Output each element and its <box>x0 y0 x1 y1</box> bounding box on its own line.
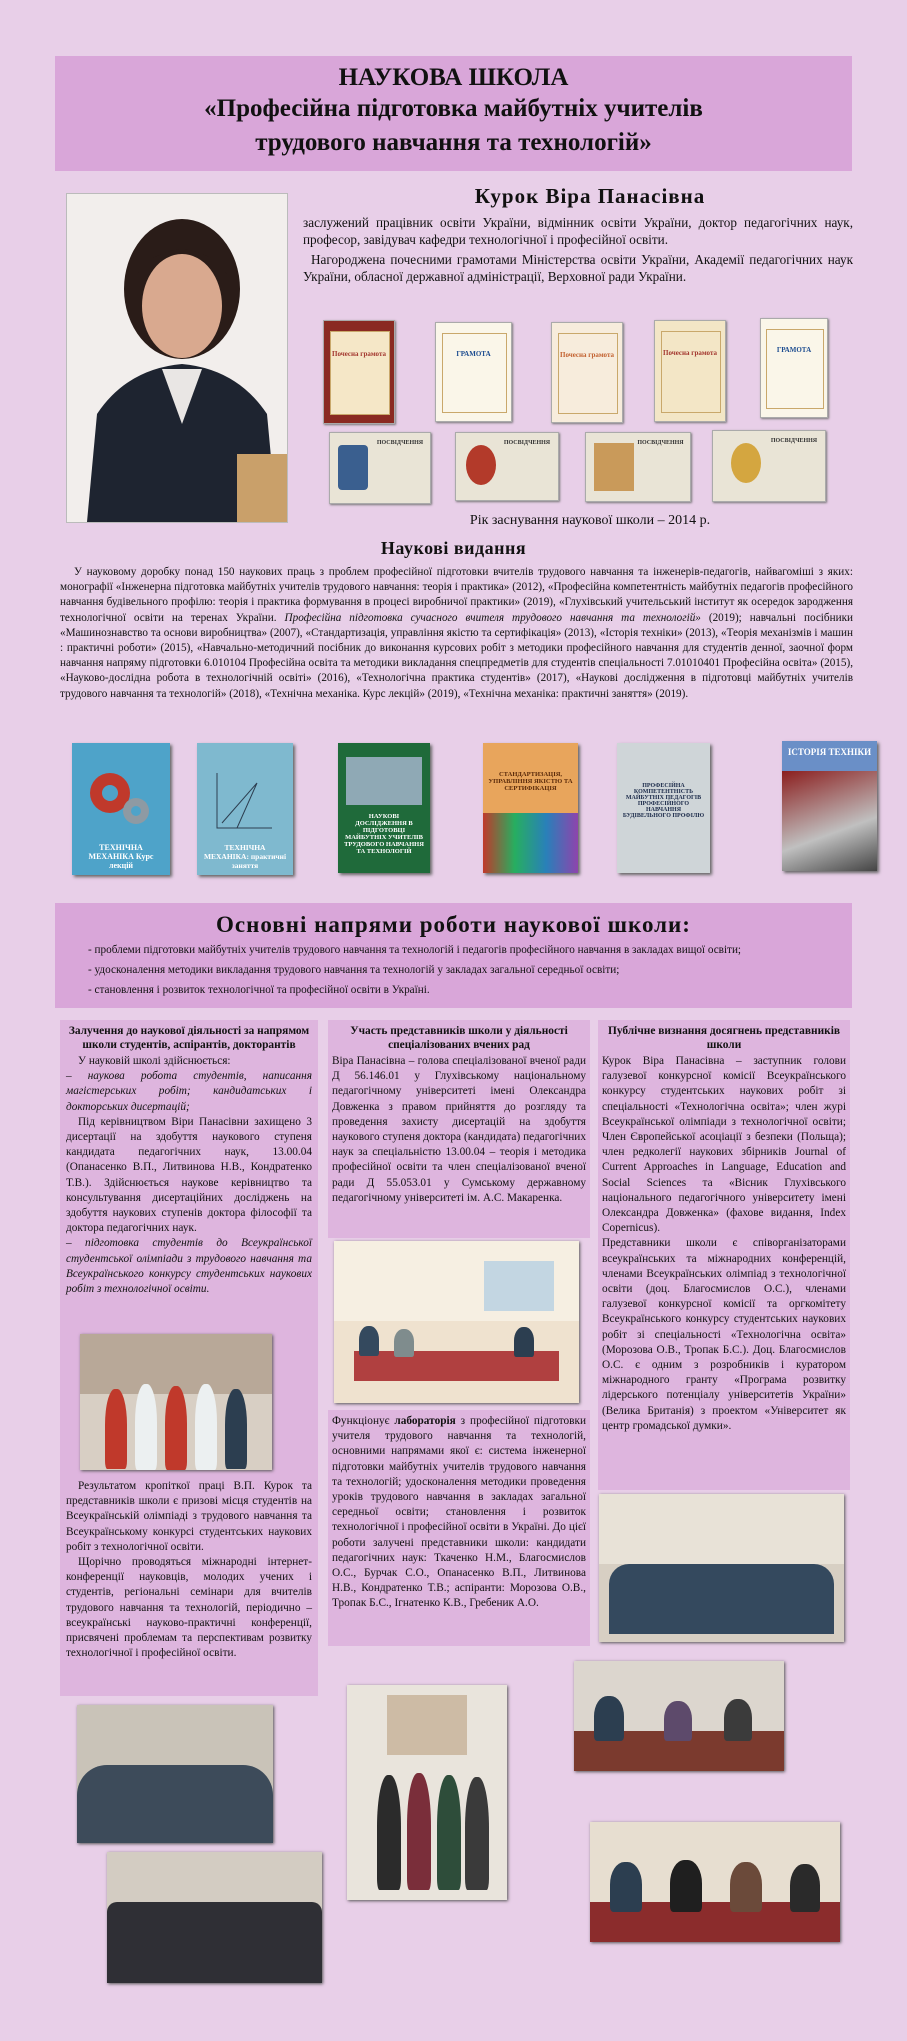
laboratory-keyword: лабораторія <box>394 1415 456 1427</box>
students-photo <box>80 1334 272 1470</box>
person-name: Курок Віра Панасівна <box>474 184 706 208</box>
award-certificate <box>323 320 395 424</box>
medal-icon <box>338 445 368 490</box>
bio-paragraph-1: заслужений працівник освіти України, відмінник освіти України, доктор педагогічних наук, професор, завідувач кафедри технологічної і професійної освіти. <box>303 215 853 247</box>
paragraph <box>328 1410 590 1616</box>
book-title: ІСТОРІЯ ТЕХНІКИ <box>787 747 872 757</box>
public-recognition-section <box>598 1020 850 1490</box>
wall-picture <box>387 1695 467 1755</box>
group-photo <box>599 1494 844 1642</box>
book-cover-image <box>782 771 877 871</box>
conference-photo <box>334 1241 579 1403</box>
award-label: ГРАМОТА <box>456 350 491 359</box>
medal-icon <box>731 443 761 483</box>
certificate-document <box>455 432 559 501</box>
title-line-3: трудового навчання та технологій» <box>255 129 652 156</box>
title-line-2: «Професійна підготовка майбутніх учителів <box>204 95 703 122</box>
book-cover <box>72 743 170 875</box>
book-title: ТЕХНІЧНА МЕХАНІКА Курс лекцій <box>88 843 154 870</box>
public-recognition-title: Публічне визнання досягнень представників школи <box>607 1025 841 1051</box>
book-cover <box>483 743 578 873</box>
biography <box>303 214 853 285</box>
certificate-document <box>329 432 431 504</box>
presidium-photo <box>590 1822 840 1942</box>
projection-screen <box>484 1261 554 1311</box>
exhibition-photo <box>347 1685 507 1900</box>
certificate-label: ПОСВІДЧЕННЯ <box>503 439 551 446</box>
certificate-document <box>712 430 826 502</box>
book-cover <box>338 743 430 873</box>
book-title: СТАНДАРТИЗАЦІЯ, УПРАВЛІННЯ ЯКІСТЮ ТА СЕРТИФІКАЦІЯ <box>488 771 573 792</box>
paragraph: Під керівництвом Віри Панасівни захищено 3 дисертації на здобуття наукового ступеня кандидата педагогічних наук, 13.00.04 (Опанасенко В.П., Литвинова Н.В., Кондратенко Т.В.). Здійснюється наукове керівництво та консультування дисертаційних досліджень на здобуття наукових ступенів доктора філософії та доктора педагогічних наук. <box>66 1115 312 1235</box>
directions-title: Основні напрями роботи наукової школи: <box>216 912 691 937</box>
award-certificate <box>654 320 726 422</box>
portrait-photo <box>66 193 288 523</box>
publications-text-part-1: У науковому доробку понад 150 наукових праць з проблем професійної підготовки вчителів трудового навчання та інженерів-педагогів, найвагоміші з яких: монографії «Інженерна підготовка майбутніх учителів трудового навчання: теорія і практика» (2012), «Професійна компетентність майбутніх педагогів професійного навчання будівельного профілю: теорія і практика формування в процесі виробничої практики» (2019), «Глухівський учительський інститут як осередок зародження технологічної освіти на теренах України. <box>60 566 853 624</box>
medal-icon <box>466 445 496 485</box>
laboratory-text-part-1: Функціонує <box>332 1415 395 1427</box>
title-banner <box>55 56 852 171</box>
award-label: ГРАМОТА <box>776 346 812 355</box>
paragraph: – наукова робота студентів, написання магістерських робіт; кандидатських і докторських дисертацій; <box>66 1070 312 1113</box>
award-label: Почесна грамота <box>663 349 717 357</box>
paragraph: Щорічно проводяться міжнародні інтернет-конференції науковців, молодих учених і студентів, регіональні семінари для вчителів трудового навчання та технологій, періодично – всеукраїнські науково-практичні конференції, присвячені проблемам та перспективам розвитку технологічної і професійної освіти. <box>66 1556 312 1660</box>
laboratory-section <box>328 1410 590 1646</box>
laboratory-text-part-2: з професійної підготовки учителя трудового навчання та технологій, основними напрямами якої є: система інженерної підготовки майбутніх учителів трудового навчання та технологій; удосконалення методики проведення уроків трудового навчання в закладах загальної середньої освіти; становлення і розвиток технологічної і професійної освіти в Україні. До цієї роботи залучені представники школи: кандидати педагогічних наук: Ткаченко Н.М., Благосмислов О.С., Бурчак С.О., Опанасенко В.П., Литвинова Н.В., Кондратенко Т.В.; аспіранти: Морозова О.В., Тропак Б.С., Ігнатенко К.В., Гребеник А.О. <box>332 1415 586 1610</box>
book-cover-stripes <box>483 813 578 873</box>
group-photo <box>77 1705 273 1843</box>
title-line-1: НАУКОВА ШКОЛА <box>338 64 569 91</box>
publications-heading: Наукові видання <box>380 538 527 558</box>
book-cover-image <box>346 757 422 805</box>
paragraph: Курок Віра Панасівна – заступник голови галузевої конкурсної комісії Всеукраїнського конкурсу студентських наукових робіт зі спеціальності «Технологічна освіта»; член журі Всеукраїнської олімпіади з технологічної освіти; Член Європейської асоціації з безпеки (Польща); член редколегії наукових збірників Journal of Current Approaches in Language, Education and Social Sciences та «Вісник Глухівського національного педагогічного університету імені Олександра Довженка» (фахове видання, Index Copernicus). <box>602 1055 846 1235</box>
book-title: ТЕХНІЧНА МЕХАНІКА: практичні заняття <box>203 843 287 870</box>
book-cover <box>197 743 293 875</box>
direction-item: - становлення і розвиток технологічної та професійної освіти в Україні. <box>88 984 430 996</box>
award-certificate <box>435 322 512 422</box>
bio-paragraph-2: Нагороджена почесними грамотами Міністерства освіти України, Академії педагогічних наук України, обласної державної адміністрації, Верховної ради України. <box>303 252 853 284</box>
award-label: Почесна грамота <box>332 349 386 358</box>
book-title: ПРОФЕСІЙНА КОМПЕТЕНТНІСТЬ МАЙБУТНІХ ПЕДАГОГІВ ПРОФЕСІЙНОГО НАВЧАННЯ БУДІВЕЛЬНОГО ПРОФІЛЮ <box>622 783 705 819</box>
students-involvement-title: Залучення до наукової діяльності за напрямом школи студентів, аспірантів, докторантів <box>68 1025 310 1051</box>
paragraph: У науковій школі здійснюється: <box>78 1055 231 1067</box>
certificate-label: ПОСВІДЧЕННЯ <box>770 438 818 444</box>
direction-item: - удосконалення методики викладання трудового навчання та технологій у закладах загальної середньої освіти; <box>88 964 620 976</box>
direction-item: - проблеми підготовки майбутніх учителів трудового навчання та технологій і педагогів професійного навчання в закладах вищої освіти; <box>88 944 742 956</box>
publications-text-italic: Професійна підготовка сучасного вчителя трудового навчання та технологій» <box>284 611 701 624</box>
academic-council-section <box>328 1020 590 1238</box>
paragraph: Віра Панасівна – голова спеціалізованої вченої ради Д 56.146.01 у Глухівському національному педагогічному університеті імені Олександра Довженка з правом прийняття до розгляду та проведення захисту дисертацій на здобуття наукового ступеня доктора (кандидата) педагогічних наук за спеціальністю 13.00.04 – теорія і методика професійної освіти та член спеціалізованої вченої ради Д 55.053.01 у Сумському державному педагогічному університеті ім. А.С. Макаренка. <box>332 1055 586 1204</box>
book-cover <box>617 743 710 873</box>
paragraph: – підготовка студентів до Всеукраїнської студентської олімпіади з трудового навчання та Всеукраїнського конкурсу студентських наукових робіт з технологічної освіти. <box>66 1237 312 1296</box>
award-label: Почесна грамота <box>560 350 614 359</box>
portrait-image <box>67 194 287 522</box>
award-certificate <box>551 322 623 423</box>
publications-text <box>60 565 853 702</box>
meeting-photo <box>574 1661 784 1771</box>
ceremony-photo <box>107 1852 322 1983</box>
document-icon <box>594 443 634 491</box>
certificate-label: ПОСВІДЧЕННЯ <box>637 439 684 446</box>
book-cover <box>782 741 877 871</box>
book-title: НАУКОВІ ДОСЛІДЖЕННЯ В ПІДГОТОВЦІ МАЙБУТНІХ УЧИТЕЛІВ ТРУДОВОГО НАВЧАННЯ ТА ТЕХНОЛОГІЙ <box>344 813 424 855</box>
certificate-document <box>585 432 691 502</box>
paragraph: Представники школи є співорганізаторами всеукраїнських та міжнародних конференцій, членами Всеукраїнських олімпіад з технологічної освіти (доц. Благосмислов О.С.), членами галузевої конкурсної комісії та оргкомітету Всеукраїнського конкурсу студентських наукових робіт зі спеціальності «Технологічна освіта» (Морозова О.В., Тропак Б.С.). Доц. Благосмислов О.С. є одним з розробників і куратором міжнародного гранту «Програма розвитку лідерського потенціалу університетів України» (Велика Британія) з проектом «Університет як центр громадської думки». <box>602 1237 846 1432</box>
paragraph: Результатом кропіткої праці В.П. Курок та представників школи є призові місця студентів на Всеукраїнській олімпіаді з трудового навчання та Всеукраїнському конкурсі студентських наукових робіт з технологічної освіти. <box>66 1480 312 1553</box>
founding-year: Рік заснування наукової школи – 2014 р. <box>469 513 711 528</box>
certificate-label: ПОСВІДЧЕННЯ <box>376 440 424 446</box>
publications-text-part-2: (2019); навчальні посібники «Машинознавство та основи виробництва» (2007), «Стандартизація, управління якістю та сертифікація» (2013), «Історія техніки» (2013), «Теорія механізмів і машин : практичні роботи» (2015), «Навчально-методичний посібник до виконання курсових робіт з методики професійного навчання для студентів денної, заочної форм навчання напряму підготовки 6.010104 Професійна освіта та методики викладання спецпредметів для студентів спеціальності 7.01010401 Професійна освіта» (2015), «Науково-дослідна робота в технологічній освіті» (2016), «Технологічна практика студентів» (2017), «Наукові дослідження в підготовці майбутніх учителів трудового навчання та технологій» (2018), «Технічна механіка. Курс лекцій» (2019), «Технічна механіка: практичні заняття» (2019). <box>60 611 853 700</box>
results-text <box>66 1479 312 1661</box>
award-certificate <box>760 318 828 418</box>
academic-council-title: Участь представників школи у діяльності спеціалізованих вчених рад <box>350 1025 568 1051</box>
